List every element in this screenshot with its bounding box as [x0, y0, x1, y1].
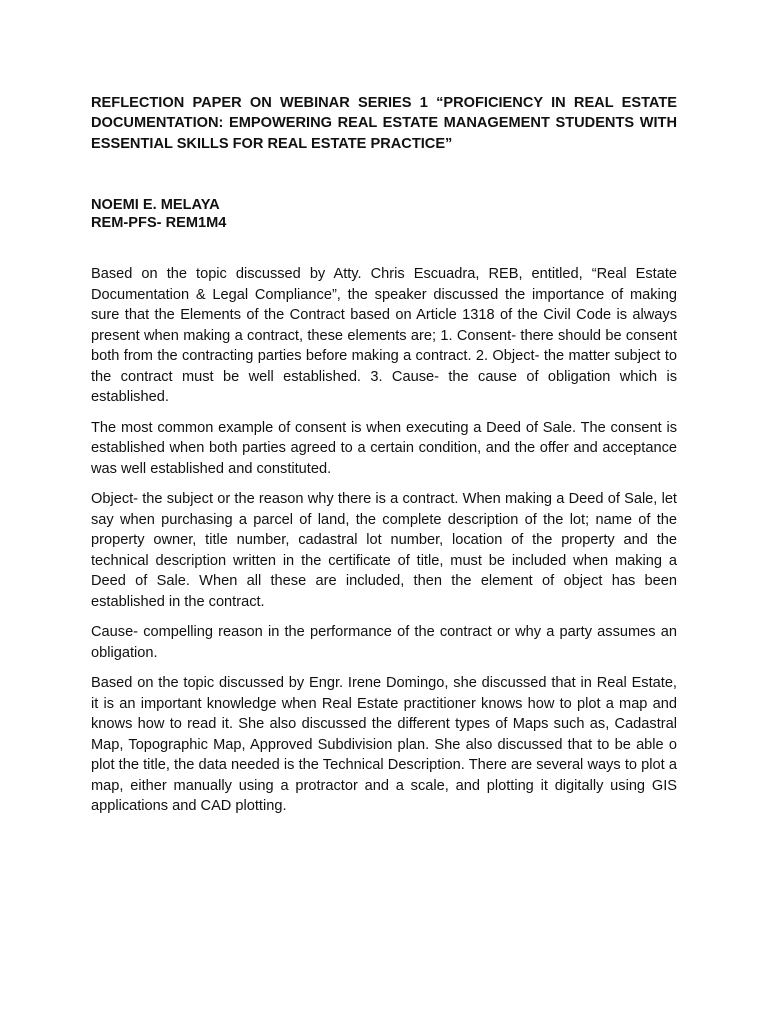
paragraph-2: The most common example of consent is when executing a Deed of Sale. The consent is established when both parties agreed to a certain condition, and the offer and acceptance was well established and constituted. — [91, 419, 677, 477]
document-page — [91, 93, 677, 827]
author-section: REM-PFS- REM1M4 — [91, 215, 227, 232]
paragraph-5: Based on the topic discussed by Engr. Irene Domingo, she discussed that in Real Estate, it is an important knowledge when Real Estate practitioner knows how to plot a map and knows how to read it. She also discussed the different types of Maps such as, Cadastral Map, Topographic Map, Approved Subdivision plan. She also discussed that to be able o plot the title, the data needed is the Technical Description. There are several ways to plot a map, either manually using a protractor and a scale, and plotting it digitally using GIS applications and CAD plotting. — [91, 675, 677, 815]
author-block — [91, 196, 677, 232]
paragraph-3: Object- the subject or the reason why there is a contract. When making a Deed of Sale, let say when purchasing a parcel of land, the complete description of the lot; name of the property owner, title number, cadastral lot number, location of the property and the technical description written in the certificate of title, must be included when making a Deed of Sale. When all these are included, then the element of object has been established in the contract. — [91, 491, 677, 610]
paragraph-1: Based on the topic discussed by Atty. Chris Escuadra, REB, entitled, “Real Estate Documentation & Legal Compliance”, the speaker discussed the importance of making sure that the Elements of the Contract based on Article 1318 of the Civil Code is always present when making a contract, these elements are; 1. Consent- there should be consent both from the contracting parties before making a contract. 2. Object- the matter subject to the contract must be well established. 3. Cause- the cause of obligation which is established. — [91, 266, 677, 406]
document-body — [91, 264, 677, 817]
author-name: NOEMI E. MELAYA — [91, 197, 220, 214]
document-title: REFLECTION PAPER ON WEBINAR SERIES 1 “PROFICIENCY IN REAL ESTATE DOCUMENTATION: EMPOWERING REAL ESTATE MANAGEMENT STUDENTS WITH ESSENTIAL SKILLS FOR REAL ESTATE PRACTICE” — [91, 95, 677, 152]
paragraph-4: Cause- compelling reason in the performance of the contract or why a party assumes an obligation. — [91, 624, 677, 661]
